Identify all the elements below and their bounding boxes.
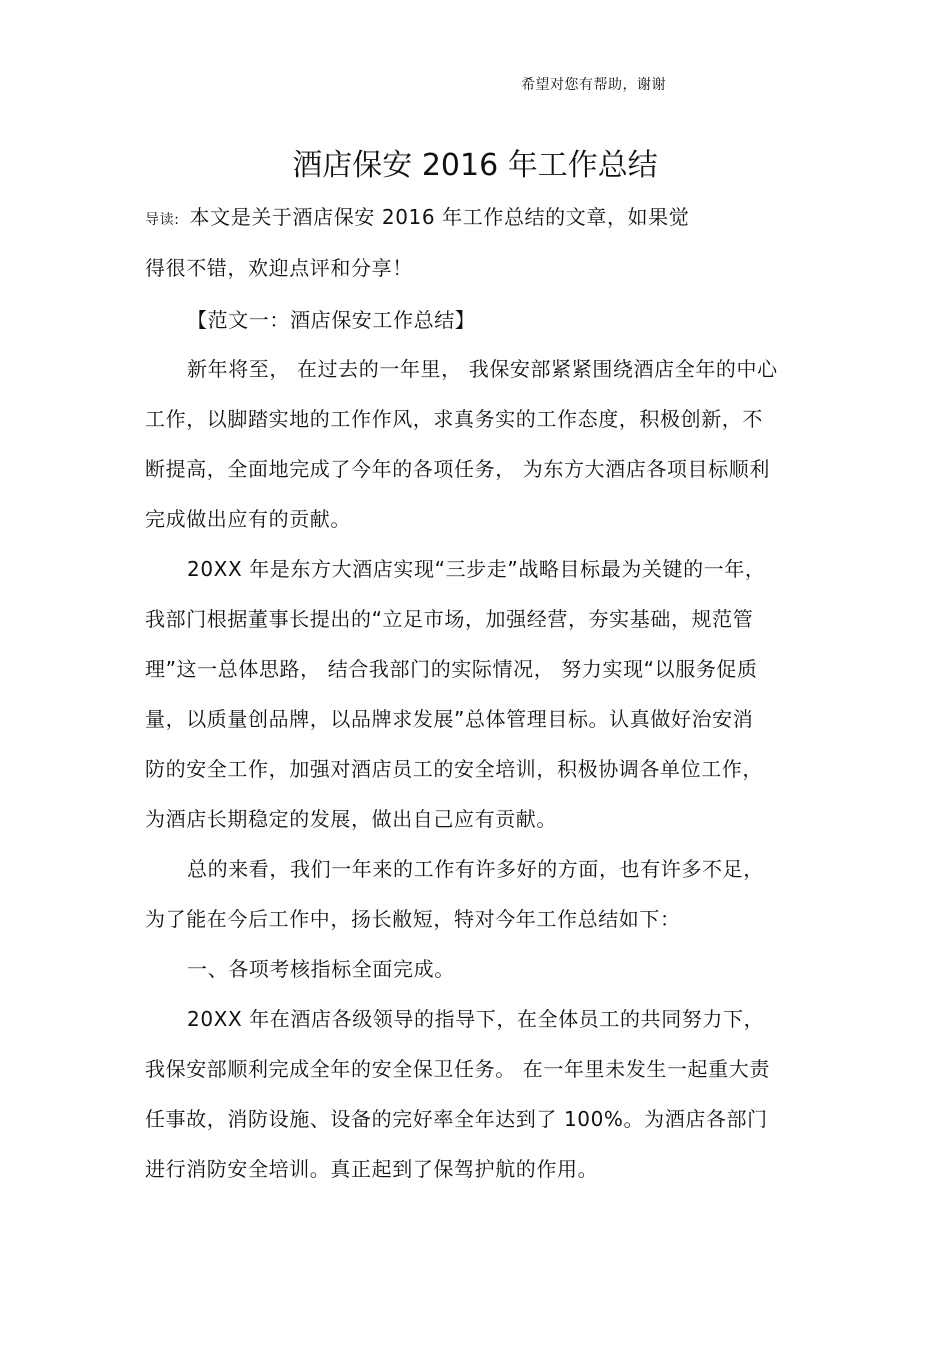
intro-text: 本文是关于酒店保安 2016 年工作总结的文章，如果觉 [189,205,690,229]
intro-label: 导读: [145,212,180,228]
paragraph-line: 新年将至， 在过去的一年里， 我保安部紧紧围绕酒店全年的中心 [187,357,778,381]
intro-line-2: 得很不错，欢迎点评和分享！ [145,256,413,280]
paragraph-line: 理”这一总体思路， 结合我部门的实际情况， 努力实现“以服务促质 [145,657,758,681]
header-note: 希望对您有帮助，谢谢 [521,77,666,93]
document-title: 酒店保安 2016 年工作总结 [292,148,658,183]
paragraph-line: 进行消防安全培训。真正起到了保驾护航的作用。 [145,1157,599,1181]
paragraph-line: 我保安部顺利完成全年的安全保卫任务。 在一年里未发生一起重大责 [145,1057,770,1081]
paragraph-line: 为酒店长期稳定的发展，做出自己应有贡献。 [145,807,557,831]
section-heading: 【范文一：酒店保安工作总结】 [187,308,476,332]
paragraph-line: 我部门根据董事长提出的“立足市场，加强经营，夯实基础，规范管 [145,607,754,631]
intro-line [145,203,689,234]
paragraph-line: 完成做出应有的贡献。 [145,507,351,531]
paragraph-line: 20XX 年是东方大酒店实现“三步走”战略目标最为关键的一年， [187,557,766,581]
paragraph-line: 工作，以脚踏实地的工作作风，求真务实的工作态度，积极创新，不 [145,407,763,431]
paragraph-line: 断提高，全面地完成了今年的各项任务， 为东方大酒店各项目标顺利 [145,457,770,481]
paragraph-line: 任事故，消防设施、设备的完好率全年达到了 100%。为酒店各部门 [145,1107,768,1131]
paragraph-line: 为了能在今后工作中，扬长敝短，特对今年工作总结如下： [145,907,681,931]
paragraph-line: 总的来看，我们一年来的工作有许多好的方面，也有许多不足， [187,857,764,881]
subheading: 一、各项考核指标全面完成。 [187,957,455,981]
paragraph-line: 量，以质量创品牌，以品牌求发展”总体管理目标。认真做好治安消 [145,707,754,731]
paragraph-line: 20XX 年在酒店各级领导的指导下，在全体员工的共同努力下， [187,1007,765,1031]
paragraph-line: 防的安全工作，加强对酒店员工的安全培训，积极协调各单位工作， [145,757,763,781]
